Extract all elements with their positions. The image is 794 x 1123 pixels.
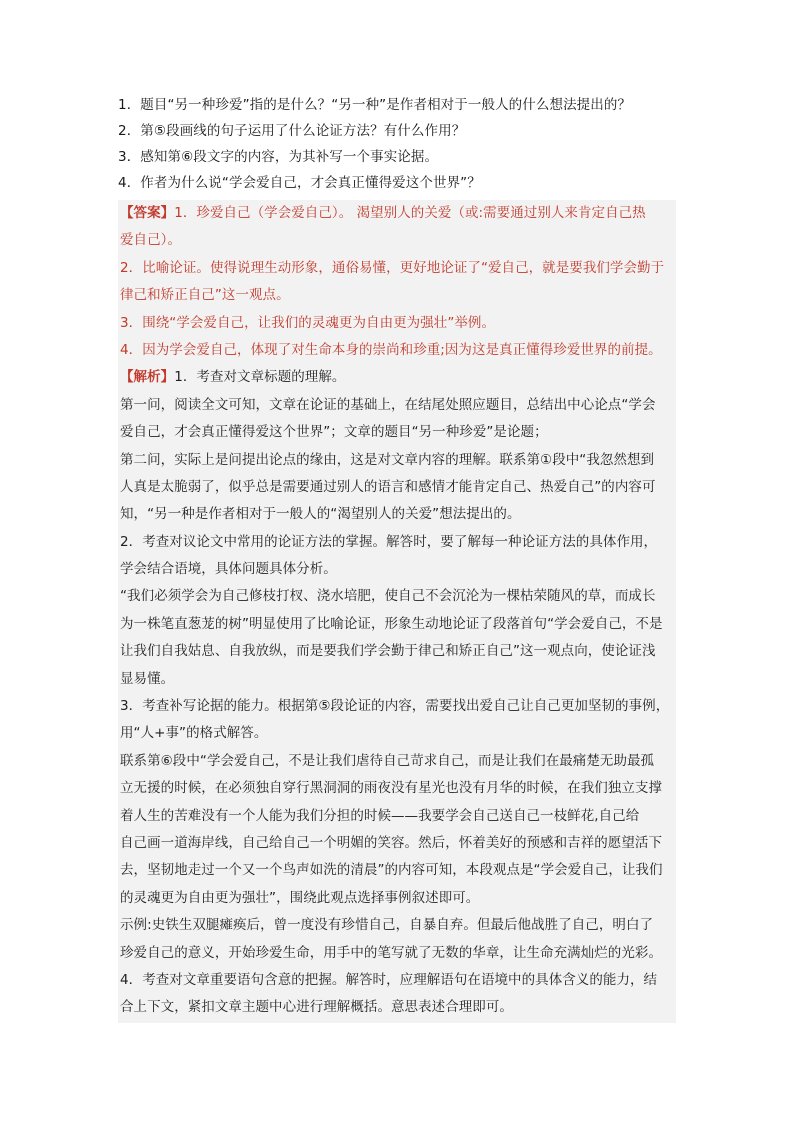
analysis-line-4: 第二问，实际上是问提出论点的缘由，这是对文章内容的理解。联系第①段中“我忽然想到 — [120, 451, 655, 468]
answer-tag: 【答案】 — [120, 205, 175, 221]
answer-line-2: 爱自己）。 — [120, 232, 181, 249]
analysis-line-15: 联系第⑥段中“学会爱自己，不是让我们虐待自己苛求自己，而是让我们在最痛楚无助最孤 — [120, 752, 655, 769]
answer-line-4: 律己和矫正自己”这一观点。 — [120, 287, 290, 304]
answer-line-3: 2．比喻论证。使得说理生动形象，通俗易懂，更好地论证了“爱自己，就是要我们学会勤于 — [120, 259, 665, 276]
question-2: 2．第⑤段画线的句子运用了什么论证方法？有什么作用？ — [118, 123, 466, 139]
analysis-line-5: 人真是太脆弱了，似乎总是需要通过别人的语言和感情才能肯定自己、热爱自己”的内容可 — [120, 478, 656, 495]
question-3: 3．感知第⑥段文字的内容，为其补写一个事实论据。 — [118, 149, 439, 165]
answer-line-1: 【答案】1．珍爱自己（学会爱自己）。 渴望别人的关爱（或:需要通过别人来肯定自己热 — [120, 205, 646, 221]
answer-line-5: 3．围绕“学会爱自己，让我们的灵魂更为自由更为强壮”举例。 — [120, 314, 496, 331]
question-1: 1．题目“另一种珍爱”指的是什么？“另一种”是作者相对于一般人的什么想法提出的？ — [118, 97, 632, 113]
analysis-line-6: 知，“另一种是作者相对于一般人的“渴望别人的关爱”想法提出的。 — [120, 506, 521, 523]
analysis-line-12: 显易懂。 — [120, 670, 175, 687]
analysis-line-19: 去，坚韧地走过一个又一个鸟声如洗的清晨”的内容可知，本段观点是“学会爱自己，让我们 — [120, 862, 663, 879]
analysis-line-24: 合上下文，紧扣文章主题中心进行理解概括。意思表述合理即可。 — [120, 999, 513, 1016]
answer-analysis-box — [118, 200, 676, 1023]
question-list — [118, 92, 678, 196]
analysis-line-20: 的灵魂更为自由更为强壮”，围绕此观点选择事例叙述即可。 — [120, 889, 480, 906]
analysis-line-13: 3．考查补写论据的能力。根据第⑤段论证的内容，需要找出爱自己让自己更加坚韧的事例， — [120, 698, 670, 715]
analysis-line-16: 立无援的时候，在必须独自穿行黑洞洞的雨夜没有星光也没有月华的时候，在我们独立支撑 — [120, 780, 662, 797]
analysis-line-14: 用“人+事”的格式解答。 — [120, 725, 268, 742]
analysis-line-22: 珍爱自己的意义，开始珍爱生命，用手中的笔写就了无数的华章，让生命充满灿烂的光彩。 — [120, 944, 662, 961]
analysis-line-17: 着人生的苦难没有一个人能为我们分担的时候——我要学会自己送自己一枝鲜花,自己给 — [120, 807, 640, 824]
analysis-line-11: 让我们自我姑息、自我放纵，而是要我们学会勤于律己和矫正自己”这一观点向，使论证浅 — [120, 643, 656, 660]
analysis-line-10: 为一株笔直葱茏的树”明显使用了比喻论证，形象生动地论证了段落首句“学会爱自己，不是 — [120, 615, 663, 632]
analysis-line-3: 爱自己，才会真正懂得爱这个世界”；文章的题目“另一种珍爱”是论题； — [120, 424, 548, 441]
answer-line-6: 4．因为学会爱自己，体现了对生命本身的崇尚和珍重;因为这是真正懂得珍爱世界的前提。 — [120, 341, 662, 358]
question-4: 4．作者为什么说“学会爱自己，才会真正懂得爱这个世界”？ — [118, 175, 481, 191]
analysis-line-23: 4．考查对文章重要语句含意的把握。解答时，应理解语句在语境中的具体含义的能力，结 — [120, 971, 658, 988]
analysis-line-21: 示例:史铁生双腿瘫痪后，曾一度没有珍惜自己，自暴自弃。但最后他战胜了自己，明白了 — [120, 917, 654, 934]
analysis-line-8: 学会结合语境，具体问题具体分析。 — [120, 561, 337, 578]
analysis-line-18: 自己画一道海岸线，自己给自己一个明媚的笑容。然后，怀着美好的预感和吉祥的愿望活下 — [120, 834, 662, 851]
analysis-line-9: “我们必须学会为自己修枝打杈、浇水培肥，使自己不会沉沦为一棵枯荣随风的草，而成长 — [120, 588, 656, 605]
analysis-line-7: 2．考查对议论文中常用的论证方法的掌握。解答时，要了解每一种论证方法的具体作用， — [120, 533, 658, 550]
analysis-line-1: 【解析】1．考查对文章标题的理解。 — [120, 369, 346, 386]
analysis-line-2: 第一问，阅读全文可知，文章在论证的基础上，在结尾处照应题目，总结出中心论点“学会 — [120, 396, 656, 413]
analysis-tag: 【解析】 — [120, 369, 175, 386]
